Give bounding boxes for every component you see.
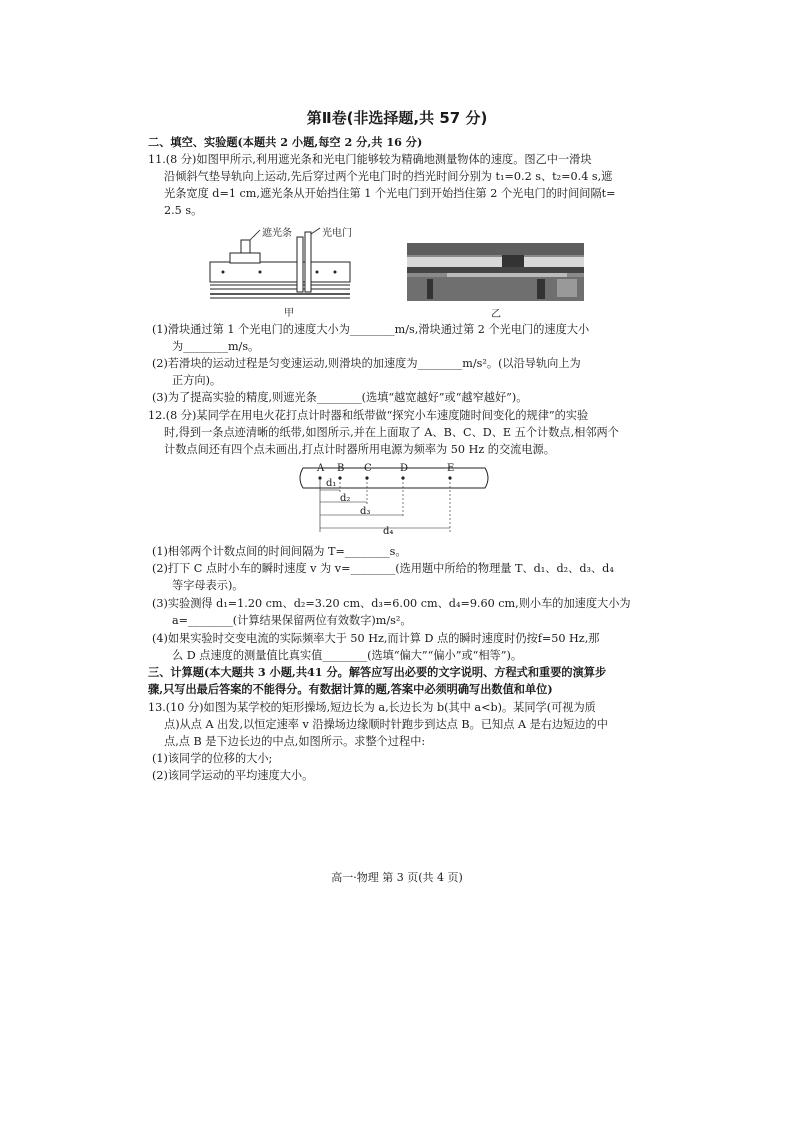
section-heading-calc-a: 三、计算题(本大题共 3 小题,共41 分。解答应写出必要的文字说明、方程式和重要的演算步	[148, 665, 607, 679]
caption-figure-b: 乙	[491, 309, 501, 320]
q12-part1: (1)相邻两个计数点间的时间间隔为 T=________s。	[152, 545, 407, 558]
figure-air-track-photo	[407, 243, 584, 301]
q11-line2: 沿倾斜气垫导轨向上运动,先后穿过两个光电门时的挡光时间分别为 t₁=0.2 s、t₂=0.4 s,遮	[164, 170, 613, 183]
q11-line1: 11.(8 分)如图甲所示,利用遮光条和光电门能够较为精确地测量物体的速度。图乙中一滑块	[148, 153, 592, 166]
section-heading-fill-in: 二、填空、实验题(本题共 2 小题,每空 2 分,共 16 分)	[148, 135, 423, 149]
q11-part3: (3)为了提高实验的精度,则遮光条________(选填“越宽越好”或“越窄越好”)。	[152, 391, 528, 404]
q13-line1: 13.(10 分)如图为某学校的矩形操场,短边长为 a,长边长为 b(其中 a<b)。某同学(可视为质	[148, 701, 596, 714]
section-heading-calc-b: 骤,只写出最后答案的不能得分。有数据计算的题,答案中必须明确写出数值和单位)	[148, 682, 553, 696]
q12-part4b: 么 D 点速度的测量值比真实值________(选填“偏大”“偏小”或“相等”)。	[172, 649, 523, 662]
q13-line3: 点,点 B 是下边长边的中点,如图所示。求整个过程中:	[164, 735, 426, 748]
tape-dim-d2: d₂	[340, 493, 351, 504]
q13-line2: 点)从点 A 出发,以恒定速率 v 沿操场边缘顺时针跑步到达点 B。已知点 A 是右边短边的中	[164, 718, 608, 731]
q13-part1: (1)该同学的位移的大小;	[152, 752, 273, 765]
q11-line3: 光条宽度 d=1 cm,遮光条从开始挡住第 1 个光电门到开始挡住第 2 个光电门的时间间隔t=	[164, 187, 616, 200]
tape-dim-d4: d₄	[383, 526, 394, 537]
tape-point-c: C	[364, 463, 372, 474]
q11-part1a: (1)滑块通过第 1 个光电门的速度大小为________m/s,滑块通过第 2 个光电门的速度大小	[152, 323, 590, 336]
label-light-strip: 遮光条	[262, 228, 292, 239]
label-photogate: 光电门	[322, 228, 352, 239]
q13-part2: (2)该同学运动的平均速度大小。	[152, 769, 314, 782]
section-title: 第Ⅱ卷(非选择题,共 57 分)	[306, 109, 488, 127]
tape-point-a: A	[317, 463, 325, 474]
q12-line2: 时,得到一条点迹清晰的纸带,如图所示,并在上面取了 A、B、C、D、E 五个计数点,相邻两个	[164, 426, 619, 439]
q11-part1b: 为________m/s。	[172, 340, 260, 353]
q11-line4: 2.5 s。	[164, 204, 203, 217]
tape-dim-d1: d₁	[326, 478, 337, 489]
q11-part2a: (2)若滑块的运动过程是匀变速运动,则滑块的加速度为________m/s²。(以沿导轨向上为	[152, 357, 581, 370]
tape-point-e: E	[447, 463, 455, 474]
q12-part4a: (4)如果实验时交变电流的实际频率大于 50 Hz,而计算 D 点的瞬时速度时仍按f=50 Hz,那	[152, 632, 600, 645]
figure-ticker-tape	[295, 460, 495, 545]
tape-point-d: D	[400, 463, 409, 474]
caption-figure-a: 甲	[284, 308, 294, 319]
q12-part2a: (2)打下 C 点时小车的瞬时速度 v 为 v=________(选用题中所给的物理量 T、d₁、d₂、d₃、d₄	[152, 562, 614, 575]
tape-dim-d3: d₃	[360, 506, 371, 517]
tape-point-b: B	[337, 463, 345, 474]
q12-part3a: (3)实验测得 d₁=1.20 cm、d₂=3.20 cm、d₃=6.00 cm、d₄=9.60 cm,则小车的加速度大小为	[152, 597, 631, 610]
q12-line1: 12.(8 分)某同学在用电火花打点计时器和纸带做“探究小车速度随时间变化的规律”的实验	[148, 409, 589, 422]
q12-part3b: a=________(计算结果保留两位有效数字)m/s²。	[172, 614, 412, 627]
q12-line3: 计数点间还有四个点未画出,打点计时器所用电源为频率为 50 Hz 的交流电源。	[164, 443, 555, 456]
page-footer: 高一·物理 第 3 页(共 4 页)	[331, 871, 463, 884]
q12-part2b: 等字母表示)。	[172, 579, 244, 592]
q11-part2b: 正方向)。	[172, 374, 222, 387]
